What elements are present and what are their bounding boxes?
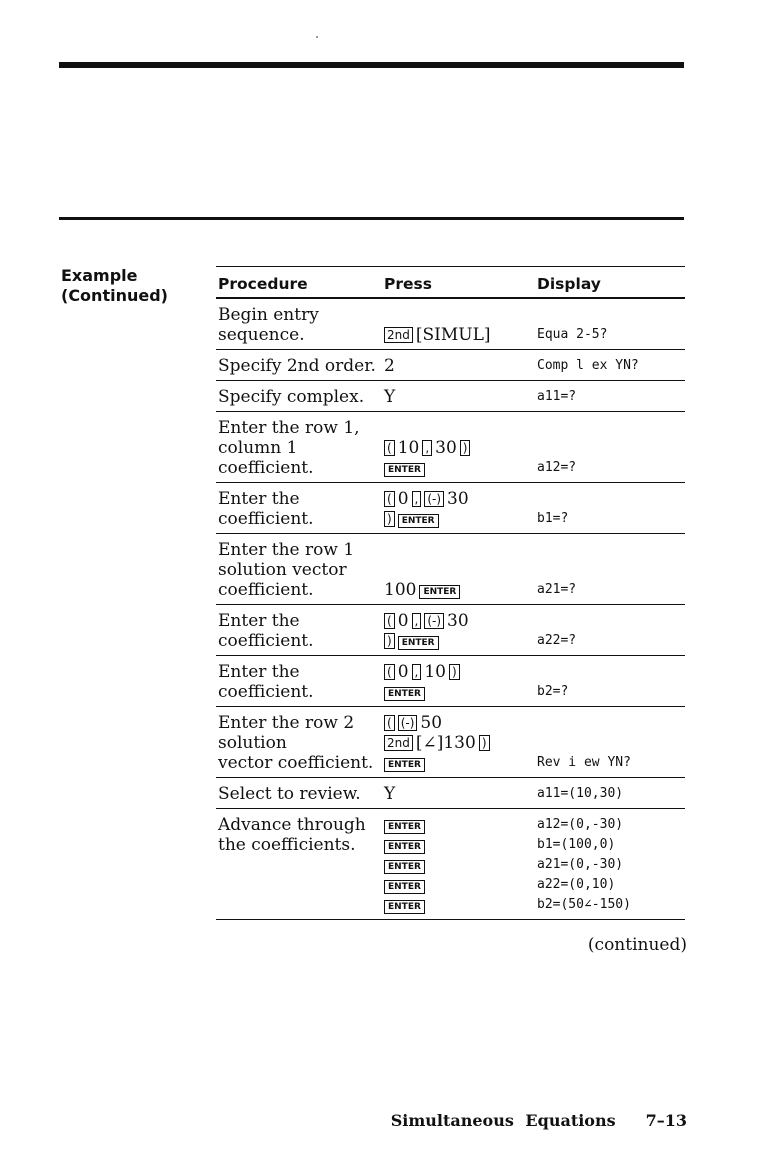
table-row (216, 778, 685, 809)
procedure-table (216, 266, 685, 920)
display-cell (537, 509, 568, 529)
keystroke-text: 0 (397, 611, 409, 631)
keystroke-line (384, 713, 534, 733)
calculator-key: , (412, 613, 422, 629)
procedure-cell (218, 611, 386, 651)
procedure-text: Enter the row 1 (218, 540, 355, 560)
display-text: b1=? (537, 511, 569, 526)
table-row (216, 350, 685, 381)
table-row (216, 656, 685, 707)
procedure-text: Enter the row 1, (218, 418, 360, 438)
keystroke-text: 2 (384, 356, 395, 376)
procedure-text: Begin entry (218, 305, 319, 325)
keystroke-text: [∠]130 (415, 733, 476, 753)
procedure-cell (218, 356, 386, 376)
scan-speck (316, 36, 318, 38)
keystroke-text: 30 (447, 489, 469, 509)
keystroke-line (384, 835, 534, 855)
calculator-key: ENTER (384, 880, 425, 894)
table-row (216, 381, 685, 412)
calculator-key: ( (384, 491, 395, 507)
display-cell (537, 356, 639, 376)
procedure-cell (218, 305, 386, 345)
display-cell (537, 325, 607, 345)
procedure-text: coefficient. (218, 509, 314, 529)
keystroke-line (384, 540, 534, 560)
procedure-text: column 1 (218, 438, 298, 458)
keystroke-line (384, 733, 534, 753)
example-label (61, 266, 168, 306)
table-row (216, 605, 685, 656)
display-text: b2=? (537, 684, 569, 699)
procedure-cell (218, 713, 386, 773)
display-text: a11=(10,30) (537, 786, 624, 801)
calculator-key: ENTER (384, 463, 425, 477)
calculator-key: ) (449, 664, 460, 680)
calculator-key: 2nd (384, 327, 413, 343)
calculator-key: , (412, 664, 422, 680)
page-footer (391, 1111, 687, 1130)
procedure-text: coefficient. (218, 682, 314, 702)
table-body (216, 299, 685, 920)
keystroke-text: 10 (397, 438, 420, 458)
display-cell (537, 458, 576, 478)
procedure-text: vector coefficient. (218, 753, 374, 773)
procedure-text: coefficient. (218, 580, 314, 600)
keystroke-line (384, 458, 534, 478)
section-rule (59, 217, 684, 220)
keystroke-line (384, 418, 534, 438)
procedure-text: Enter the (218, 662, 300, 682)
display-cell (537, 387, 576, 407)
procedure-text: the coefficients. (218, 835, 356, 855)
keystroke-text: 0 (397, 662, 409, 682)
keystroke-line (384, 560, 534, 580)
top-rule (59, 62, 684, 68)
display-text: Comp l ex YN? (537, 358, 639, 373)
table-row (216, 483, 685, 534)
display-text: a21=(0,-30) (537, 857, 624, 872)
display-text: a21=? (537, 582, 577, 597)
table-row (216, 707, 685, 778)
header-procedure: Procedure (218, 275, 308, 293)
example-label-line2: (Continued) (61, 286, 168, 305)
press-cell (384, 387, 534, 407)
calculator-key: (-) (398, 715, 418, 731)
calculator-key: ( (384, 440, 395, 456)
header-display: Display (537, 275, 601, 293)
page-number: 7–13 (645, 1111, 687, 1130)
keystroke-line (384, 895, 534, 915)
calculator-key: ( (384, 715, 395, 731)
display-text: Equa 2-5? (537, 327, 608, 342)
press-cell (384, 713, 534, 773)
table-header (216, 266, 685, 299)
keystroke-line (384, 753, 534, 773)
display-cell (537, 753, 631, 773)
procedure-cell (218, 489, 386, 529)
calculator-key: ENTER (384, 758, 425, 772)
procedure-text: coefficient. (218, 458, 314, 478)
keystroke-text: [SIMUL] (415, 325, 491, 345)
keystroke-line (384, 387, 534, 407)
table-row (216, 534, 685, 605)
procedure-text: Enter the (218, 611, 300, 631)
procedure-text: Specify 2nd order. (218, 356, 376, 376)
procedure-text: Enter the (218, 489, 300, 509)
display-text: b2=(50∠-150) (537, 897, 631, 912)
calculator-key: ) (384, 511, 395, 527)
procedure-text: coefficient. (218, 631, 314, 651)
keystroke-line (384, 784, 534, 804)
keystroke-text: Y (384, 784, 396, 804)
keystroke-line (384, 682, 534, 702)
keystroke-text: 100 (384, 580, 417, 600)
table-row (216, 809, 685, 920)
keystroke-line (384, 815, 534, 835)
keystroke-text: Y (384, 387, 396, 407)
calculator-key: ENTER (384, 860, 425, 874)
procedure-text: Select to review. (218, 784, 361, 804)
keystroke-text: 30 (435, 438, 457, 458)
calculator-key: ( (384, 613, 395, 629)
keystroke-text: 30 (447, 611, 469, 631)
display-cell (537, 631, 576, 651)
press-cell (384, 662, 534, 702)
display-text: a22=(0,10) (537, 877, 616, 892)
display-cell (537, 580, 576, 600)
calculator-key: ) (384, 633, 395, 649)
procedure-cell (218, 418, 386, 478)
calculator-key: ENTER (419, 585, 460, 599)
keystroke-line (384, 438, 534, 458)
press-cell (384, 611, 534, 651)
calculator-key: ( (384, 664, 395, 680)
press-cell (384, 356, 534, 376)
keystroke-line (384, 580, 534, 600)
press-cell (384, 418, 534, 478)
table-row (216, 299, 685, 350)
calculator-key: , (412, 491, 422, 507)
calculator-key: , (422, 440, 432, 456)
calculator-key: ENTER (398, 636, 439, 650)
display-text: a12=? (537, 460, 577, 475)
keystroke-line (384, 509, 534, 529)
keystroke-line (384, 875, 534, 895)
display-text: a22=? (537, 633, 577, 648)
calculator-key: (-) (424, 613, 444, 629)
keystroke-line (384, 489, 534, 509)
keystroke-line (384, 356, 534, 376)
section-title: Simultaneous Equations (390, 1111, 616, 1130)
procedure-text: solution vector (218, 560, 347, 580)
procedure-text: sequence. (218, 325, 305, 345)
header-press: Press (384, 275, 432, 293)
keystroke-text: 0 (397, 489, 409, 509)
press-cell (384, 489, 534, 529)
calculator-key: ENTER (384, 900, 425, 914)
press-cell (384, 325, 534, 345)
keystroke-line (384, 611, 534, 631)
keystroke-line (384, 631, 534, 651)
calculator-key: ) (460, 440, 471, 456)
calculator-key: ENTER (398, 514, 439, 528)
press-cell (384, 784, 534, 804)
display-text: a12=(0,-30) (537, 817, 624, 832)
keystroke-text: 10 (424, 662, 446, 682)
display-cell (537, 682, 568, 702)
example-label-line1: Example (61, 266, 138, 285)
procedure-text: Enter the row 2 (218, 713, 355, 733)
display-cell (537, 815, 631, 915)
procedure-cell (218, 662, 386, 702)
calculator-key: ENTER (384, 820, 425, 834)
calculator-key: ENTER (384, 840, 425, 854)
continued-note: (continued) (587, 935, 687, 955)
calculator-key: 2nd (384, 735, 413, 751)
keystroke-text: 50 (420, 713, 443, 733)
procedure-text: Advance through (218, 815, 366, 835)
display-text: a11=? (537, 389, 577, 404)
calculator-key: (-) (424, 491, 444, 507)
keystroke-line (384, 855, 534, 875)
procedure-text: Specify complex. (218, 387, 365, 407)
calculator-key: ENTER (384, 687, 425, 701)
keystroke-line (384, 325, 534, 345)
press-cell (384, 540, 534, 600)
procedure-cell (218, 387, 386, 407)
display-text: Rev i ew YN? (537, 755, 631, 770)
procedure-text: solution (218, 733, 287, 753)
display-cell (537, 784, 623, 804)
keystroke-line (384, 662, 534, 682)
table-row (216, 412, 685, 483)
procedure-cell (218, 784, 386, 804)
calculator-key: ) (479, 735, 490, 751)
procedure-cell (218, 815, 386, 855)
press-cell (384, 815, 534, 915)
display-text: b1=(100,0) (537, 837, 616, 852)
procedure-cell (218, 540, 386, 600)
